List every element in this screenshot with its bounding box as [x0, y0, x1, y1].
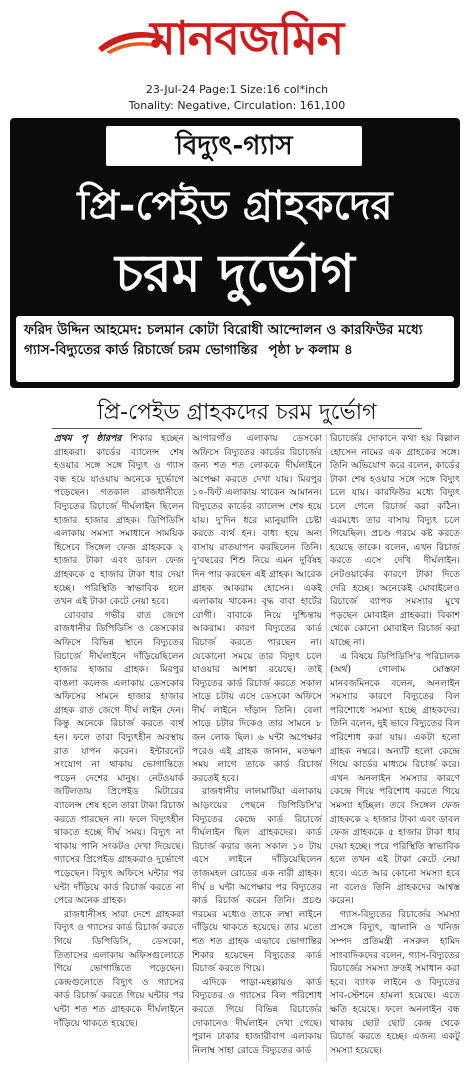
- article-columns: [54, 432, 462, 1064]
- article-paragraph: আগারগাঁও এলাকায় ডেসকো অফিসে বিদ্যুতের কার্ডের রিচার্জের জন্য শত শত লোককে দীর্ঘলাইনে অপেক্ষা করতে দেখা যায়। মিরপুর ১০-ফিট এলাকায় থাকেন আমানন। বিদ্যুতের কার্ডের ব্যালেন্স শেষ হয়ে যায়। দু'দিন ধরে ম্যানুয়ালি চেষ্টা করতে ব্যর্থ হন। বাধ্য হয়ে অন্য বাসায় রাতযাপন করছিলেন তিনি। দু'বছরের শিশু নিয়ে এমন দুর্বিষহ দিন পার করছেন এই গ্রাহক। আরেক গ্রাহক আকরাম হোসেন। একই এলাকায় থাকেন। বৃদ্ধ বাবা হার্টের রোগী। বাবাকে নিয়ে দুশ্চিন্তায় আকরাম। কারণ বিদ্যুতের কার্ড রিচার্জ করতে পারছেন না। যেকোনো সময়ে তার বিদ্যুৎ চলে যাওয়ার আশঙ্কা রয়েছে। তাই বিদ্যুতের কার্ড রিচার্জ করতে সকাল সাড়ে চটায় এসে ডেসকো অফিসে দীর্ঘ লাইনে দাঁড়ান তিনি। বেলা সাড়ে চটার দিকেও তার সামনে ৮ জন লোক ছিল। ৬ ঘন্টা অপেক্ষার পরেও এই গ্রাহক জানান, মতক্ষণ সময় লাগে তাকে কার্ড রিচার্জ করতেই হবে।: [192, 433, 322, 784]
- article-paragraph: এ বিষয়ে ডিপিডিসি'র পরিচালক (অর্থ) গোলাম মোস্তফা মানবজমিনকে বলেন, অনলাইন সমস্যার কারণে বিদ্যুতের বিল পরিশোধে সমস্যা হচ্ছে গ্রাহকদের। তিনি বলেন, দুই ভাবে বিদ্যুতের বিল পরিশোধ করা যায়। একটা হলো গ্রাহক নম্বরে। অন্যটি হলো কেন্দ্রে গিয়ে কার্ডের মাধ্যমে রিচার্জ করে। এখন অনলাইন সমস্যার কারণে কেন্দ্রে গিয়ে পরিশোধ করতে গিয়ে সমস্যা হচ্ছিল। তবে সিঙ্গেল ফেজ গ্রাহককে ২ হাজার টাকা এবং ডাবল ফেজ গ্রাহককে ৫ হাজার টাকা ধার দেয়া হচ্ছে। পরে পরিস্থিতি স্বাভাবিক হলে তখন এই টাকা কেটে নেয়া হবে। এতে আর কোনো সমস্যা হবে না বলেও তিনি গ্রাহকদের আশ্বস্ত করেন।: [330, 650, 460, 907]
- column-divider: [326, 434, 327, 1062]
- article-paragraph: প্রথম পৃ ষ্ঠারপর শিকার হচ্ছেন গ্রাহকরা। কার্ডের ব্যালেন্স শেষ হওয়ার সঙ্গে সঙ্গে বিদ্যুৎ ও গ্যাস বন্ধ হয়ে যাওয়ায় অনেকে দুর্ভোগে পড়েছেন। গতকাল রাজধানীতে বিদ্যুতের রিচার্জে দীর্ঘলাইন ছিলেন হাজার হাজার গ্রাহক। ডিপিডিসি এলাকায় সমস্যা সমাধানে সাময়িক হিসেবে সিঙ্গেল ফেজ গ্রাহককে ২ হাজার টাকা এবং ডাবল ফেজ গ্রাহককে ৫ হাজার টাকা ধার দেয়া হচ্ছে। পরিস্থিতি স্বাভাবিক হলে তখন এই টাকা কেটে নেয়া হবে।: [54, 433, 184, 608]
- article-paragraph: এদিকে পাড়া-মহল্লায়ও কার্ড বিদ্যুতের ও গ্যাসের বিল পরিশোধ করতে গিয়ে বিভিন্ন রিচার্জের দোকানেও দীর্ঘলাইন দেখা গেছে। পুরান ঢাকার হাজারীবাগ এলাকায় নিলাম্ব সাহা রোডে বিদ্যুতের কার্ড: [192, 976, 322, 1056]
- dateline: প্রথম পৃ ষ্ঠারপর: [54, 433, 122, 444]
- page-reference: পৃষ্ঠা ৮ কলাম ৪: [268, 342, 353, 358]
- headline-line-1: প্রি-পেইড গ্রাহকদের: [77, 183, 393, 229]
- section-kicker: বিদ্যুৎ-গ্যাস: [106, 126, 362, 166]
- byline-box: [16, 316, 454, 382]
- continued-article: [0, 396, 474, 1067]
- clipping-info: 23-Jul-24 Page:1 Size:16 col*inch: [145, 83, 329, 96]
- byline: [24, 320, 448, 360]
- article-paragraph: রোববার গভীর রাত জেগে রাজধানীর ডিপিডিসি ও ডেসকোর অফিসে বিভিন্ন স্থানে বিদ্যুতের রিচার্জে দীর্ঘলাইনে দাঁড়িয়েছিলেন হাজার হাজার গ্রাহক। মিরপুর বাঙলা কলেজ এলাকায় ডেসকোর অফিসের সামনে হাজার হাজার গ্রাহক রাত জেগে দীর্ঘ লাইন দেন। কিন্তু অনেকে রিচার্জ করতে ব্যর্থ হন। ফলে তারা বিদ্যুৎহীন অবস্থায় রাত যাপন করেন। ইন্টারনেট সংযোগ না থাকায় ভোগান্তিতে পড়েন দেশের মানুষ। নেটওয়ার্ক জটিলতায় প্রিপেইড মিটারের ব্যালেন্স শেষ হলে তারা টাকা রিচার্জ করতে পারছেন না। ফলে বিদ্যুৎহীন থাকতে হচ্ছে দীর্ঘ সময়। বিদ্যুৎ না থাকায় পানি সংকটও দেখা দিয়েছে। গ্যাসের প্রিপেইড গ্রাহকরাও দুর্ভোগে পড়েছেন। বিদ্যুৎ অফিসে ঘন্টার পর ঘন্টা দাঁড়িয়ে কার্ড রিচার্জ করতে না পেরে অনেক গ্রাহক।: [54, 609, 184, 907]
- article-paragraph: রিচার্জের দোকানে কথা হয় বিল্লাল হোসেন নামের এক গ্রাহকের সঙ্গে। তিনি অভিযোগ করে বলেন, কার্ডের টাকা শেষ হওয়ার সঙ্গে সঙ্গে বিদ্যুৎ চলে যায়। কারফিউর মধ্যে বিদ্যুৎ চলে গেলে রিচার্জ করা কঠিন। এরমধ্যে তার বাসায় বিদ্যুৎ চলে গিয়েছিল। প্রচণ্ড গরমে কষ্ট করতে হয়েছে তাকে। বলেন, এখন রিচার্জ করতে এসে দেখি দীর্ঘলাইন। নেটওয়ার্কের কারণে টাকা দিতে দেরি হচ্ছে। অনেকেই মোবাইলেও রিচার্জে ব্যাপক সমস্যার মুখে পড়ছেন মোবাইল গ্রাহকরা। বিকাশ থেকে কোনো মোবাইল রিচার্জ করা যাচ্ছে না।: [330, 433, 460, 648]
- byline-summary: চলমান কোটা বিরোধী আন্দোলন ও কারফিউর মধ্যে গ্যাস-বিদ্যুতের কার্ড রিচার্জে চরম ভোগান্তির: [24, 322, 423, 358]
- column-divider: [188, 434, 189, 1062]
- clipping-tonality: Tonality: Negative, Circulation: 161,100: [128, 99, 346, 112]
- article-column-1: [54, 432, 184, 1064]
- newspaper-logo: মানবজমিন: [150, 11, 344, 65]
- article-paragraph: রাজধানীসহ সারা দেশে গ্রাহকরা বিদ্যুৎ ও গ্যাসের কার্ড রিচার্জ করতে গিয়ে ডিপিডিসি, ডেসকো, তিতাসের এলাকায় অফিসগুলোতে গিয়ে ভোগান্তিতে পড়েছেন। কেন্দ্রগুলোতে বিদ্যুৎ ও গ্যাসের কার্ড রিচার্জ করতে গিয়ে ঘন্টার পর ঘন্টা শত শত গ্রাহককে দীর্ঘলাইনে দাঁড়িয়ে থাকতে হয়েছে।: [54, 908, 184, 1029]
- article-column-3: [330, 432, 460, 1064]
- masthead: [0, 0, 474, 78]
- article-column-2: [192, 432, 322, 1064]
- headline-banner: [10, 118, 460, 388]
- article-paragraph: রাজধানীর লালমাটিয়া এলাকায় আড়ংয়ের পেছনে ডিপিডিসি'র বিদ্যুতের কেন্দ্রে কার্ড রিচার্জে দীর্ঘলাইন ছিল গ্রাহকদের। কার্ড রিচার্জ করার জন্য সকাল ১০ টায় এসে লাইনে দাঁড়িয়েছিলেন তাজমহল রোডের এক নারী গ্রাহক। দীর্ঘ ৪ ঘন্টা অপেক্ষার পর বিদ্যুতের কার্ড রিচার্জ করেন তিনি। প্রচণ্ড গরমের মধ্যেও তাকে লম্বা লাইনে দাঁড়িয়ে থাকতে হয়েছে। তার মতো শত শত গ্রাহক এভাবে ভোগান্তির শিকার হয়েছেন বিদ্যুতের কার্ড রিচার্জ করতে গিয়ে।: [192, 786, 322, 975]
- byline-author: ফরিদ উদ্দিন আহমেদ:: [24, 322, 143, 338]
- headline-line-2: চরম দুর্ভোগ: [115, 244, 355, 304]
- article-title: প্রি-পেইড গ্রাহকদের চরম দুর্ভোগ: [52, 398, 422, 429]
- article-paragraph: গ্যাস-বিদ্যুতের রিচার্জের সমস্যা প্রসঙ্গে বিদ্যুৎ, জ্বালানি ও খনিজ সম্পদ প্রতিমন্ত্রী নসরুল হামিদ সাংবাদিকদের বলেন, গ্যাস-বিদ্যুতের রিচার্জের সমস্যা দ্রুতই সমাধান করা হবে। ব্যাংক লাইনে ও বিদ্যুতের সাব-স্টেশনে হামলা হয়েছে। এতে ক্ষতি হয়েছে। ফলে অনলাইন বন্ধ থাকায় ছোট ছোট কেন্দ্র থেকে রিচার্জ করতে হচ্ছে। এজন্য একটু সমস্যা হয়েছে।: [330, 908, 460, 1056]
